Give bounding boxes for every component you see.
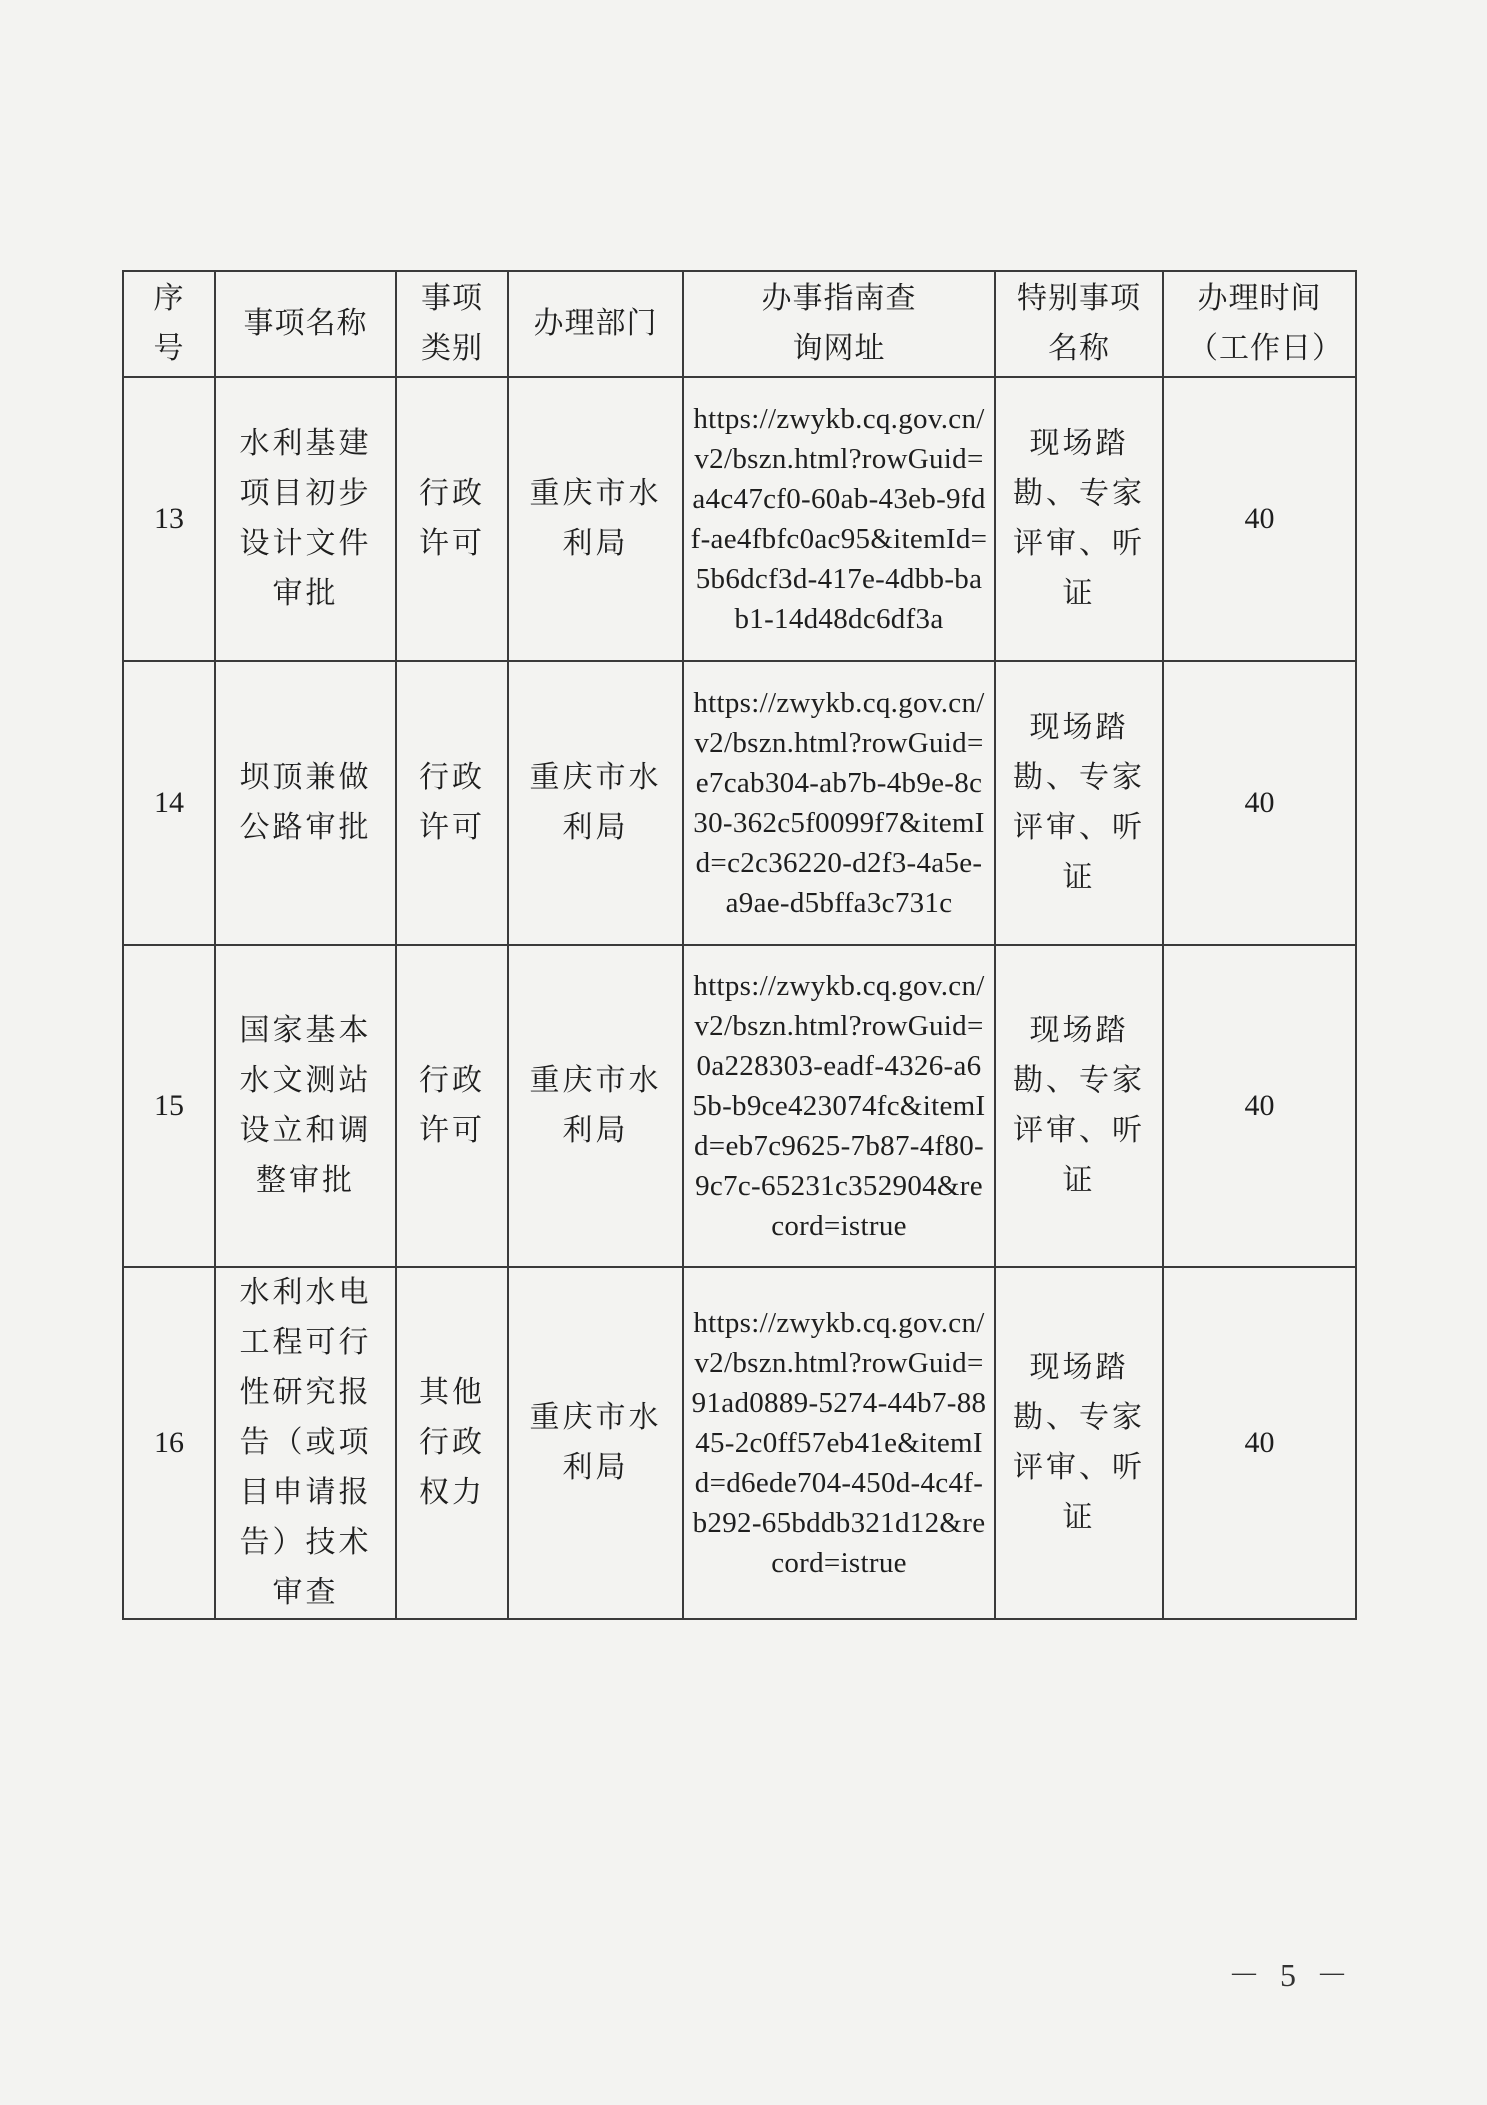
row-guide-url: https://zwykb.cq.gov.cn/v2/bszn.html?rowGuid=91ad0889-5274-44b7-8845-2c0ff57eb41e&itemId=d6ede704-450d-4c4f-b292-65bddb321d12&record=istrue	[683, 1267, 995, 1619]
row-special: 现场踏勘、专家评审、听证	[995, 1267, 1163, 1619]
row-special: 现场踏勘、专家评审、听证	[995, 661, 1163, 945]
header-name: 事项名称	[215, 271, 396, 377]
table-row	[123, 1267, 1356, 1619]
header-special: 特别事项名称	[995, 271, 1163, 377]
table-row	[123, 945, 1356, 1267]
row-dept: 重庆市水利局	[508, 661, 683, 945]
row-seq: 13	[123, 377, 215, 661]
row-dept: 重庆市水利局	[508, 377, 683, 661]
row-category: 行政许可	[396, 661, 508, 945]
row-category: 其他行政权力	[396, 1267, 508, 1619]
page-number: － 5 －	[1228, 1957, 1355, 1993]
row-name: 水利基建项目初步设计文件审批	[215, 377, 396, 661]
header-seq: 序号	[123, 271, 215, 377]
header-dept: 办理部门	[508, 271, 683, 377]
header-category: 事项类别	[396, 271, 508, 377]
row-guide-url: https://zwykb.cq.gov.cn/v2/bszn.html?rowGuid=e7cab304-ab7b-4b9e-8c30-362c5f0099f7&itemId=c2c36220-d2f3-4a5e-a9ae-d5bffa3c731c	[683, 661, 995, 945]
row-category: 行政许可	[396, 945, 508, 1267]
row-category: 行政许可	[396, 377, 508, 661]
items-table	[122, 270, 1357, 1620]
row-time: 40	[1163, 945, 1356, 1267]
header-row	[123, 271, 1356, 377]
header-time: 办理时间（工作日）	[1163, 271, 1356, 377]
row-seq: 15	[123, 945, 215, 1267]
row-dept: 重庆市水利局	[508, 1267, 683, 1619]
table-row	[123, 661, 1356, 945]
row-seq: 16	[123, 1267, 215, 1619]
table-row	[123, 377, 1356, 661]
row-seq: 14	[123, 661, 215, 945]
row-name: 坝顶兼做公路审批	[215, 661, 396, 945]
row-time: 40	[1163, 1267, 1356, 1619]
row-special: 现场踏勘、专家评审、听证	[995, 377, 1163, 661]
row-name: 国家基本水文测站设立和调整审批	[215, 945, 396, 1267]
row-time: 40	[1163, 377, 1356, 661]
header-guide-url: 办事指南查询网址	[683, 271, 995, 377]
row-special: 现场踏勘、专家评审、听证	[995, 945, 1163, 1267]
row-guide-url: https://zwykb.cq.gov.cn/v2/bszn.html?rowGuid=a4c47cf0-60ab-43eb-9fdf-ae4fbfc0ac95&itemId=5b6dcf3d-417e-4dbb-bab1-14d48dc6df3a	[683, 377, 995, 661]
row-guide-url: https://zwykb.cq.gov.cn/v2/bszn.html?rowGuid=0a228303-eadf-4326-a65b-b9ce423074fc&itemId=eb7c9625-7b87-4f80-9c7c-65231c352904&record=istrue	[683, 945, 995, 1267]
row-dept: 重庆市水利局	[508, 945, 683, 1267]
row-name: 水利水电工程可行性研究报告（或项目申请报告）技术审查	[215, 1267, 396, 1619]
row-time: 40	[1163, 661, 1356, 945]
